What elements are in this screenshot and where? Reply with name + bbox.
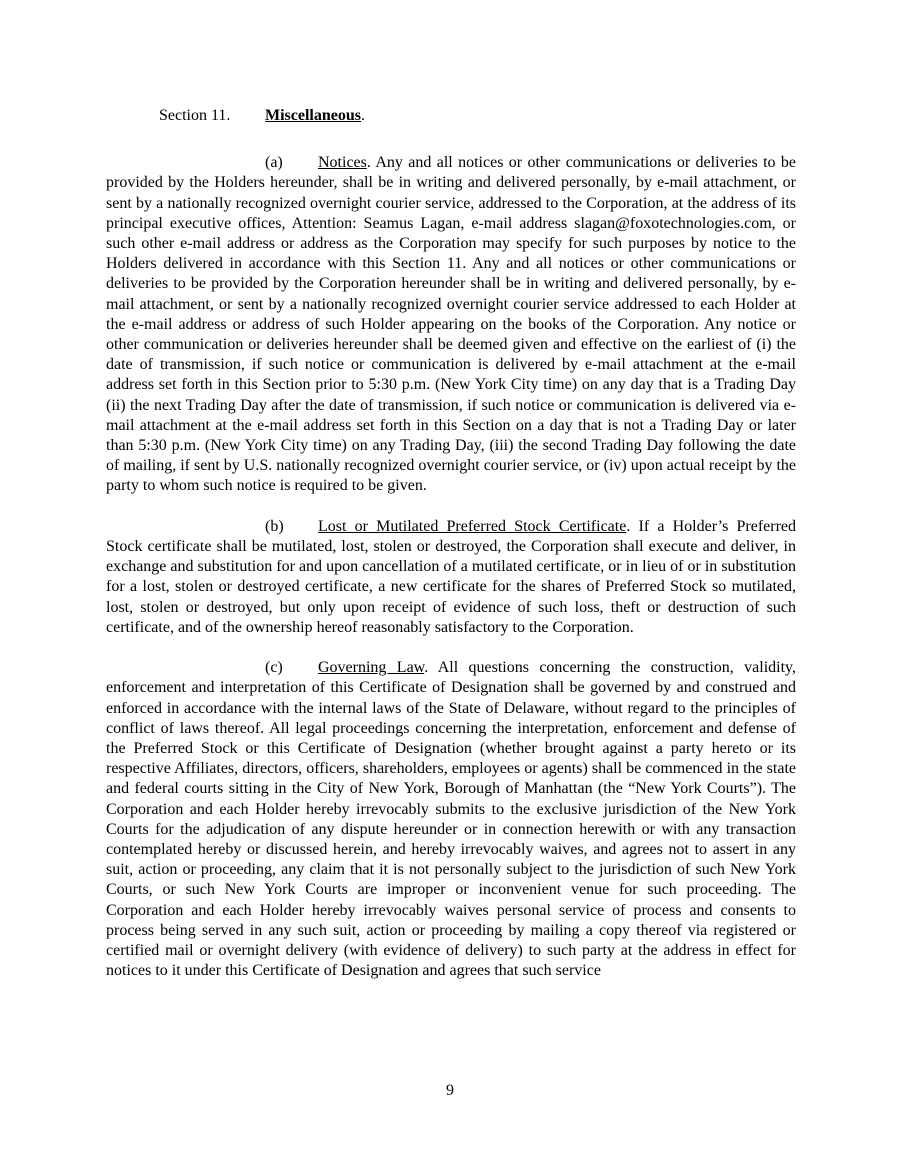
section-title: Miscellaneous bbox=[265, 107, 361, 124]
section-heading bbox=[106, 106, 796, 126]
paragraph-body: . If a Holder’s Preferred Stock certificate shall be mutilated, lost, stolen or destroyed, the Corporation shall execute and deliver, in exchange and substitution for and upon cancellation of a mutilated certificate, or in lieu of or in substitution for a lost, stolen or destroyed certificate, a new certificate for the shares of Preferred Stock so mutilated, lost, stolen or destroyed, but only upon receipt of evidence of such loss, theft or destruction of such certificate, and of the ownership hereof reasonably satisfactory to the Corporation. bbox=[106, 517, 797, 636]
paragraph-body: . All questions concerning the construction, validity, enforcement and interpretation of this Certificate of Designation shall be governed by and construed and enforced in accordance with the internal laws of the State of Delaware, without regard to the principles of conflict of laws thereof. All legal proceedings concerning the interpretation, enforcement and defense of the Preferred Stock or this Certificate of Designation (whether brought against a party hereto or its respective Affiliates, directors, officers, shareholders, employees or agents) shall be commenced in the state and federal courts sitting in the City of New York, Borough of Manhattan (the “New York Courts”). The Corporation and each Holder hereby irrevocably submits to the exclusive jurisdiction of the New York Courts for the adjudication of any dispute hereunder or in connection herewith or with any transaction contemplated hereby or discussed herein, and hereby irrevocably waives, and agrees not to assert in any suit, action or proceeding, any claim that it is not personally subject to the jurisdiction of such New York Courts, or such New York Courts are improper or inconvenient venue for such proceeding. The Corporation and each Holder hereby irrevocably waives personal service of process and consents to process being served in any such suit, action or proceeding by mailing a copy thereof via registered or certified mail or overnight delivery (with evidence of delivery) to such party at the address in effect for notices to it under this Certificate of Designation and agrees that such service bbox=[106, 659, 796, 980]
paragraph-lost-certificate bbox=[106, 517, 796, 638]
page-content bbox=[106, 106, 796, 1002]
paragraph-governing-law bbox=[106, 658, 796, 981]
paragraph-letter: (a) bbox=[265, 154, 283, 172]
paragraph-body: . Any and all notices or other communications or deliveries to be provided by the Holders hereunder, shall be in writing and delivered personally, by e-mail attachment, or sent by a nationally recognized overnight courier service, addressed to the Corporation, at the address of its principal executive offices, Attention: Seamus Lagan, e-mail address slagan@foxotechnologies.com, or such other e-mail address or address as the Corporation may specify for such purposes by notice to the Holders delivered in accordance with this Section 11. Any and all notices or other communications or deliveries to be provided by the Corporation hereunder shall be in writing and delivered personally, by e-mail attachment, or sent by a nationally recognized overnight courier service addressed to each Holder at the e-mail address or address of such Holder appearing on the books of the Corporation. Any notice or other communication or deliveries hereunder shall be deemed given and effective on the earliest of (i) the date of transmission, if such notice or communication is delivered by e-mail attachment at the e-mail address set forth in this Section prior to 5:30 p.m. (New York City time) on any day that is a Trading Day (ii) the next Trading Day after the date of transmission, if such notice or communication is delivered via e-mail attachment at the e-mail address set forth in this Section on a day that is not a Trading Day or later than 5:30 p.m. (New York City time) on any Trading Day, (iii) the second Trading Day following the date of mailing, if sent by U.S. nationally recognized overnight courier service, or (iv) upon actual receipt by the party to whom such notice is required to be given. bbox=[106, 154, 796, 495]
page-number: 9 bbox=[446, 1082, 454, 1099]
paragraph-caption: Governing Law bbox=[318, 659, 425, 677]
paragraph-caption: Notices bbox=[318, 154, 367, 172]
paragraph-notices bbox=[106, 153, 796, 496]
section-number: Section 11. bbox=[159, 107, 231, 124]
paragraph-letter: (c) bbox=[265, 659, 283, 677]
paragraph-caption: Lost or Mutilated Preferred Stock Certificate bbox=[318, 517, 627, 535]
section-title-punct: . bbox=[361, 107, 365, 124]
paragraph-letter: (b) bbox=[265, 517, 284, 535]
